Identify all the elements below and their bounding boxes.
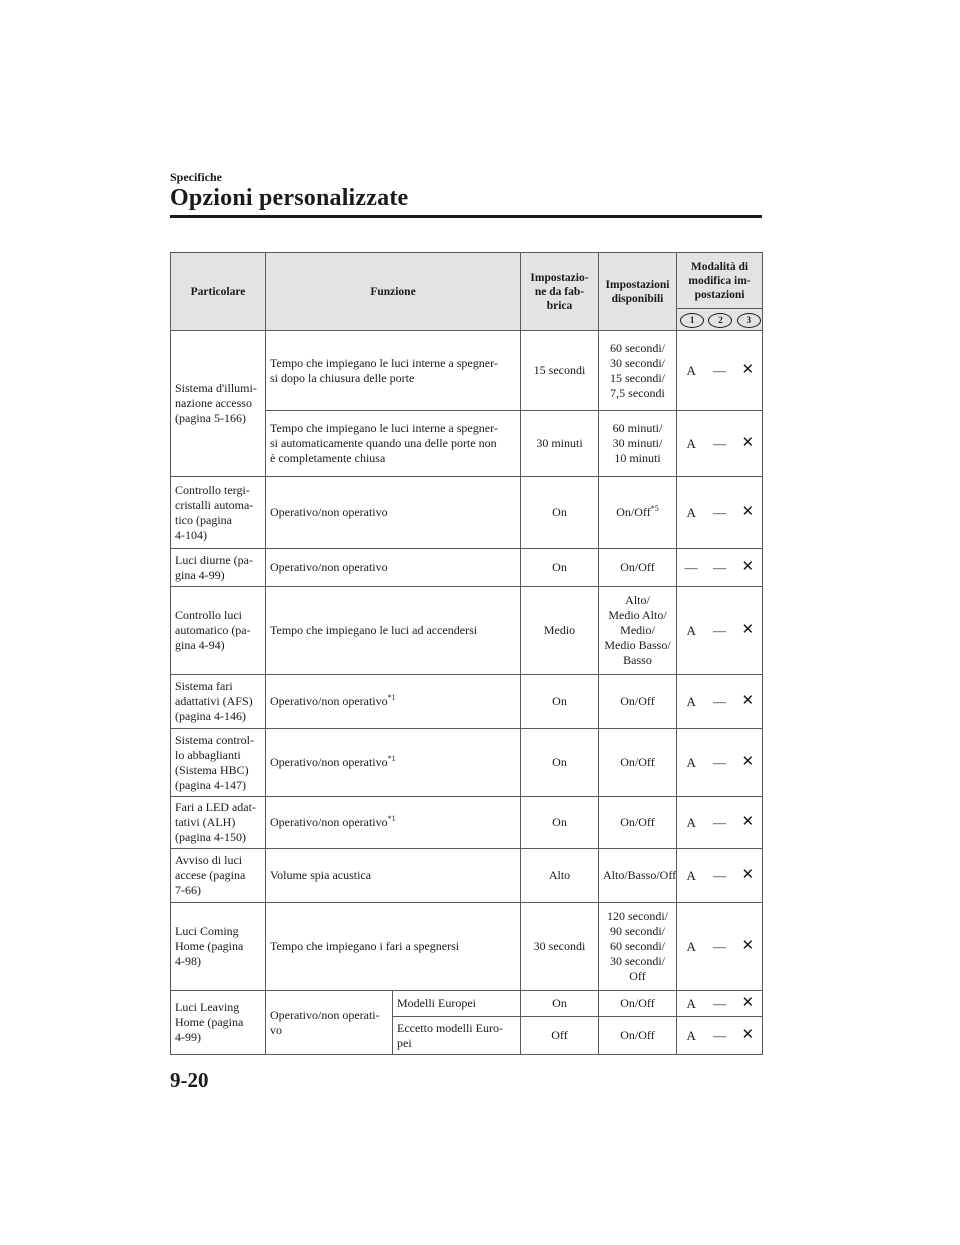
factory-cell: Off <box>521 1017 599 1055</box>
available-cell: On/Off <box>599 797 677 849</box>
function-cell: Tempo che impiegano le luci interne a spegner- si automaticamente quando una delle porte non è completamente chiusa <box>266 411 521 477</box>
available-cell: 60 secondi/ 30 secondi/ 15 secondi/ 7,5 secondi <box>599 331 677 411</box>
mode-1-value: A <box>686 694 696 709</box>
function-cell: Operativo/non operativo <box>266 477 521 549</box>
available-cell: 120 secondi/ 90 secondi/ 60 secondi/ 30 secondi/ Off <box>599 903 677 991</box>
factory-cell: On <box>521 675 599 729</box>
subcondition-cell: Eccetto modelli Euro- pei <box>393 1017 521 1055</box>
mode-1-value: A <box>686 623 696 638</box>
function-value: Operativo/non operativo <box>270 694 388 708</box>
table-row <box>171 729 763 797</box>
item-cell: Avviso di luci accese (pagina 7-66) <box>171 849 266 903</box>
available-cell: On/Off <box>599 549 677 587</box>
factory-cell: On <box>521 477 599 549</box>
table-row <box>171 675 763 729</box>
item-cell: Sistema control- lo abbaglianti (Sistema HBC) (pagina 4-147) <box>171 729 266 797</box>
mode-1-value: A <box>686 363 696 378</box>
not-available-icon: ✕ <box>741 867 755 883</box>
available-cell: On/Off <box>599 675 677 729</box>
factory-cell: On <box>521 549 599 587</box>
mode-1-value: — <box>684 560 698 575</box>
table-row <box>171 549 763 587</box>
table-row <box>171 331 763 411</box>
mode-2-value: — <box>712 939 726 954</box>
mode-cell <box>677 849 763 903</box>
mode-cell <box>677 549 763 587</box>
mode-cell <box>677 331 763 411</box>
footnote-marker: *1 <box>387 754 396 763</box>
function-value: Operativo/non operativo <box>270 755 388 769</box>
subcondition-cell: Modelli Europei <box>393 991 521 1017</box>
not-available-icon: ✕ <box>741 693 755 709</box>
mode-cell <box>677 991 763 1017</box>
not-available-icon: ✕ <box>741 995 755 1011</box>
factory-cell: 15 secondi <box>521 331 599 411</box>
header-available: Impostazioni disponibili <box>599 253 677 331</box>
header-mode-numbers <box>677 309 763 331</box>
mode-2-value: — <box>712 363 726 378</box>
mode-2-value: — <box>712 996 726 1011</box>
available-cell: Alto/ Medio Alto/ Medio/ Medio Basso/ Basso <box>599 587 677 675</box>
available-cell: On/Off <box>599 729 677 797</box>
page-number: 9-20 <box>170 1068 209 1092</box>
header-factory: Impostazio- ne da fab- brica <box>521 253 599 331</box>
mode-cell <box>677 411 763 477</box>
available-cell: On/Off <box>599 991 677 1017</box>
header-function: Funzione <box>266 253 521 331</box>
mode-1-value: A <box>686 755 696 770</box>
mode-2-value: — <box>712 694 726 709</box>
header-item: Particolare <box>171 253 266 331</box>
mode-cell <box>677 903 763 991</box>
function-cell: Operativo/non operativo <box>266 549 521 587</box>
item-cell: Controllo luci automatico (pa- gina 4-94) <box>171 587 266 675</box>
footnote-marker: *1 <box>387 814 396 823</box>
table-row <box>171 903 763 991</box>
factory-cell: On <box>521 729 599 797</box>
function-cell <box>266 729 521 797</box>
factory-cell: 30 minuti <box>521 411 599 477</box>
mode-1-value: A <box>686 996 696 1011</box>
mode-1-value: A <box>686 505 696 520</box>
available-cell: On/Off <box>599 1017 677 1055</box>
mode-2-value: — <box>712 436 726 451</box>
section-label: Specifiche <box>170 170 222 184</box>
custom-options-table <box>170 252 763 1055</box>
not-available-icon: ✕ <box>741 1027 755 1043</box>
not-available-icon: ✕ <box>741 362 755 378</box>
available-cell <box>599 477 677 549</box>
mode-cell <box>677 729 763 797</box>
footnote-marker: *1 <box>387 693 396 702</box>
page-title: Opzioni personalizzate <box>170 185 409 211</box>
factory-cell: Medio <box>521 587 599 675</box>
function-cell: Volume spia acustica <box>266 849 521 903</box>
function-value: Operativo/non operativo <box>270 815 388 829</box>
mode-number-3: 3 <box>737 313 761 328</box>
mode-2-value: — <box>712 505 726 520</box>
footnote-marker: *5 <box>650 504 659 513</box>
mode-2-value: — <box>712 815 726 830</box>
function-cell: Operativo/non operati- vo <box>266 991 393 1055</box>
mode-1-value: A <box>686 436 696 451</box>
item-cell: Fari a LED adat- tativi (ALH) (pagina 4-150) <box>171 797 266 849</box>
mode-1-value: A <box>686 868 696 883</box>
mode-number-1: 1 <box>680 313 704 328</box>
not-available-icon: ✕ <box>741 435 755 451</box>
not-available-icon: ✕ <box>741 814 755 830</box>
item-cell: Luci diurne (pa- gina 4-99) <box>171 549 266 587</box>
mode-1-value: A <box>686 815 696 830</box>
mode-cell <box>677 477 763 549</box>
table-row <box>171 797 763 849</box>
function-cell <box>266 675 521 729</box>
mode-1-value: A <box>686 1028 696 1043</box>
available-cell: Alto/Basso/Off <box>599 849 677 903</box>
not-available-icon: ✕ <box>741 559 755 575</box>
mode-2-value: — <box>712 755 726 770</box>
title-rule <box>170 215 762 218</box>
function-cell: Tempo che impiegano le luci interne a spegner- si dopo la chiusura delle porte <box>266 331 521 411</box>
factory-cell: On <box>521 991 599 1017</box>
mode-cell <box>677 587 763 675</box>
table-row <box>171 587 763 675</box>
item-cell: Controllo tergi- cristalli automa- tico (pagina 4-104) <box>171 477 266 549</box>
function-cell <box>266 797 521 849</box>
header-mode: Modalità di modifica im- postazioni <box>677 253 763 309</box>
table-row <box>171 849 763 903</box>
factory-cell: 30 secondi <box>521 903 599 991</box>
available-value: On/Off <box>616 505 651 519</box>
not-available-icon: ✕ <box>741 504 755 520</box>
mode-cell <box>677 675 763 729</box>
item-cell: Sistema d'illumi- nazione accesso (pagina 5-166) <box>171 331 266 477</box>
factory-cell: Alto <box>521 849 599 903</box>
item-cell: Luci Coming Home (pagina 4-98) <box>171 903 266 991</box>
mode-number-2: 2 <box>708 313 732 328</box>
available-cell: 60 minuti/ 30 minuti/ 10 minuti <box>599 411 677 477</box>
mode-2-value: — <box>712 868 726 883</box>
mode-2-value: — <box>712 560 726 575</box>
not-available-icon: ✕ <box>741 938 755 954</box>
mode-cell <box>677 1017 763 1055</box>
mode-2-value: — <box>712 623 726 638</box>
table-row <box>171 991 763 1017</box>
mode-1-value: A <box>686 939 696 954</box>
factory-cell: On <box>521 797 599 849</box>
item-cell: Sistema fari adattativi (AFS) (pagina 4-146) <box>171 675 266 729</box>
not-available-icon: ✕ <box>741 622 755 638</box>
table-row <box>171 477 763 549</box>
item-cell: Luci Leaving Home (pagina 4-99) <box>171 991 266 1055</box>
mode-2-value: — <box>712 1028 726 1043</box>
function-cell: Tempo che impiegano le luci ad accendersi <box>266 587 521 675</box>
mode-cell <box>677 797 763 849</box>
not-available-icon: ✕ <box>741 754 755 770</box>
function-cell: Tempo che impiegano i fari a spegnersi <box>266 903 521 991</box>
